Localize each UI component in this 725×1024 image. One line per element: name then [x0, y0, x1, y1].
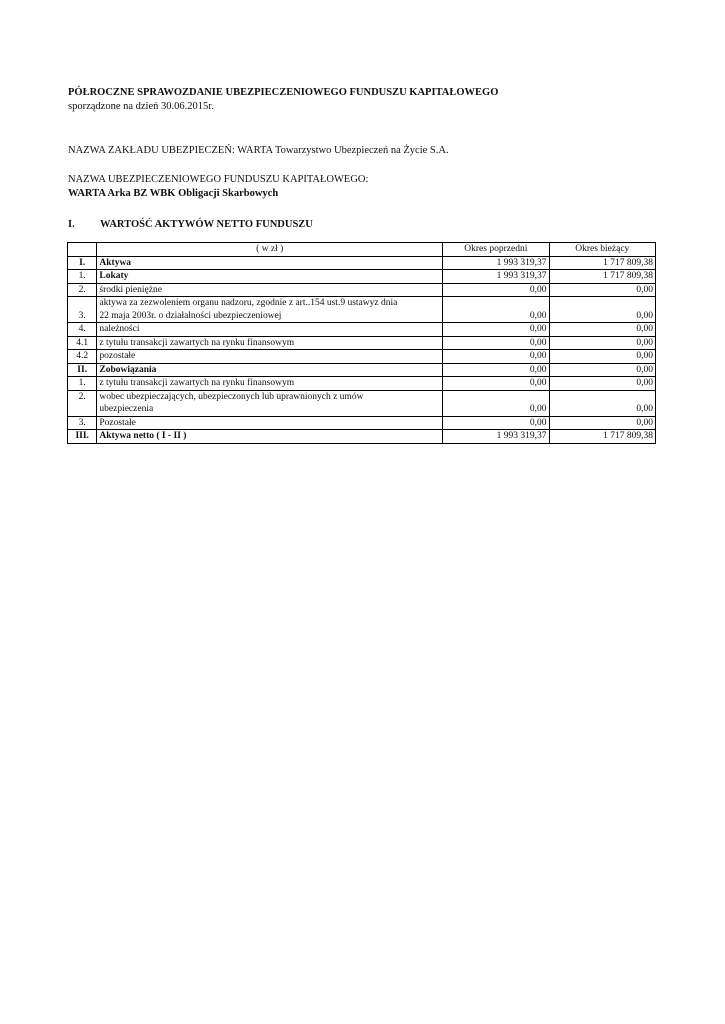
- header-unit: ( w zł ): [97, 243, 443, 257]
- insurer-name: NAZWA ZAKŁADU UBEZPIECZEŃ: WARTA Towarzystwo Ubezpieczeń na Życie S.A.: [68, 145, 449, 156]
- row-prev-value: 0,00: [443, 323, 549, 337]
- table-row: [68, 350, 656, 364]
- row-prev-value: 0,00: [443, 283, 549, 297]
- table-row: [68, 363, 656, 377]
- row-description: środki pieniężne: [97, 283, 443, 297]
- table-row: [68, 416, 656, 430]
- row-prev-value: 0,00: [443, 416, 549, 430]
- row-number: 1.: [68, 377, 97, 391]
- row-prev-value: 0,00: [443, 297, 549, 323]
- row-curr-value: 0,00: [549, 297, 655, 323]
- report-title: PÓŁROCZNE SPRAWOZDANIE UBEZPIECZENIOWEGO FUNDUSZU KAPITAŁOWEGO: [68, 87, 499, 98]
- row-description: Aktywa netto ( I - II ): [97, 430, 443, 444]
- row-prev-value: 1 993 319,37: [443, 256, 549, 270]
- row-description: należności: [97, 323, 443, 337]
- table-row: [68, 377, 656, 391]
- row-description-line2: ubezpieczenia: [99, 404, 154, 414]
- row-curr-value: 1 717 809,38: [549, 256, 655, 270]
- section-number: I.: [68, 219, 75, 230]
- row-curr-value: 0,00: [549, 323, 655, 337]
- row-description-line1: wobec ubezpieczających, ubezpieczonych lub uprawnionych z umów: [99, 391, 364, 402]
- table-row: [68, 430, 656, 444]
- row-number: 1.: [68, 270, 97, 284]
- table-row: [68, 256, 656, 270]
- header-prev-period: Okres poprzedni: [443, 243, 549, 257]
- table-row: [68, 283, 656, 297]
- row-curr-value: 0,00: [549, 336, 655, 350]
- fund-label: NAZWA UBEZPIECZENIOWEGO FUNDUSZU KAPITAŁOWEGO:: [68, 174, 369, 185]
- report-page: [68, 86, 658, 444]
- row-curr-value: 0,00: [549, 377, 655, 391]
- row-curr-value: 0,00: [549, 350, 655, 364]
- row-description: Zobowiązania: [97, 363, 443, 377]
- row-curr-value: 0,00: [549, 390, 655, 416]
- row-number: 3.: [68, 416, 97, 430]
- row-prev-value: 1 993 319,37: [443, 430, 549, 444]
- table-row: [68, 297, 656, 323]
- report-date: sporządzone na dzień 30.06.2015r.: [68, 101, 214, 112]
- row-number: 4.1: [68, 336, 97, 350]
- header-num-cell: [68, 243, 97, 257]
- row-prev-value: 0,00: [443, 390, 549, 416]
- row-description: Lokaty: [97, 270, 443, 284]
- row-description: [97, 297, 443, 323]
- row-curr-value: 1 717 809,38: [549, 430, 655, 444]
- table-row: [68, 390, 656, 416]
- row-curr-value: 0,00: [549, 416, 655, 430]
- net-assets-table: [67, 242, 656, 444]
- row-description: Aktywa: [97, 256, 443, 270]
- row-curr-value: 0,00: [549, 363, 655, 377]
- table-row: [68, 270, 656, 284]
- row-number: 3.: [68, 297, 97, 323]
- section-heading: [68, 218, 658, 232]
- row-curr-value: 0,00: [549, 283, 655, 297]
- row-number: 4.: [68, 323, 97, 337]
- row-description: [97, 390, 443, 416]
- row-description: Pozostałe: [97, 416, 443, 430]
- row-number: I.: [68, 256, 97, 270]
- row-curr-value: 1 717 809,38: [549, 270, 655, 284]
- row-number: 2.: [68, 390, 97, 416]
- row-prev-value: 0,00: [443, 336, 549, 350]
- table-header-row: [68, 243, 656, 257]
- row-description-line1: aktywa za zezwoleniem organu nadzoru, zgodnie z art..154 ust.9 ustawyz dnia: [99, 298, 398, 308]
- row-prev-value: 0,00: [443, 350, 549, 364]
- row-prev-value: 0,00: [443, 377, 549, 391]
- table-row: [68, 336, 656, 350]
- row-number: III.: [68, 430, 97, 444]
- row-description: pozostałe: [97, 350, 443, 364]
- row-description: z tytułu transakcji zawartych na rynku finansowym: [97, 377, 443, 391]
- row-description-line2: 22 maja 2003r. o działalności ubezpieczeniowej: [99, 310, 282, 321]
- row-prev-value: 1 993 319,37: [443, 270, 549, 284]
- row-description: z tytułu transakcji zawartych na rynku finansowym: [97, 336, 443, 350]
- row-prev-value: 0,00: [443, 363, 549, 377]
- row-number: 2.: [68, 283, 97, 297]
- section-title: WARTOŚĆ AKTYWÓW NETTO FUNDUSZU: [100, 219, 313, 230]
- table-row: [68, 323, 656, 337]
- header-curr-period: Okres bieżący: [549, 243, 655, 257]
- fund-name: WARTA Arka BZ WBK Obligacji Skarbowych: [68, 188, 279, 199]
- row-number: II.: [68, 363, 97, 377]
- row-number: 4.2: [68, 350, 97, 364]
